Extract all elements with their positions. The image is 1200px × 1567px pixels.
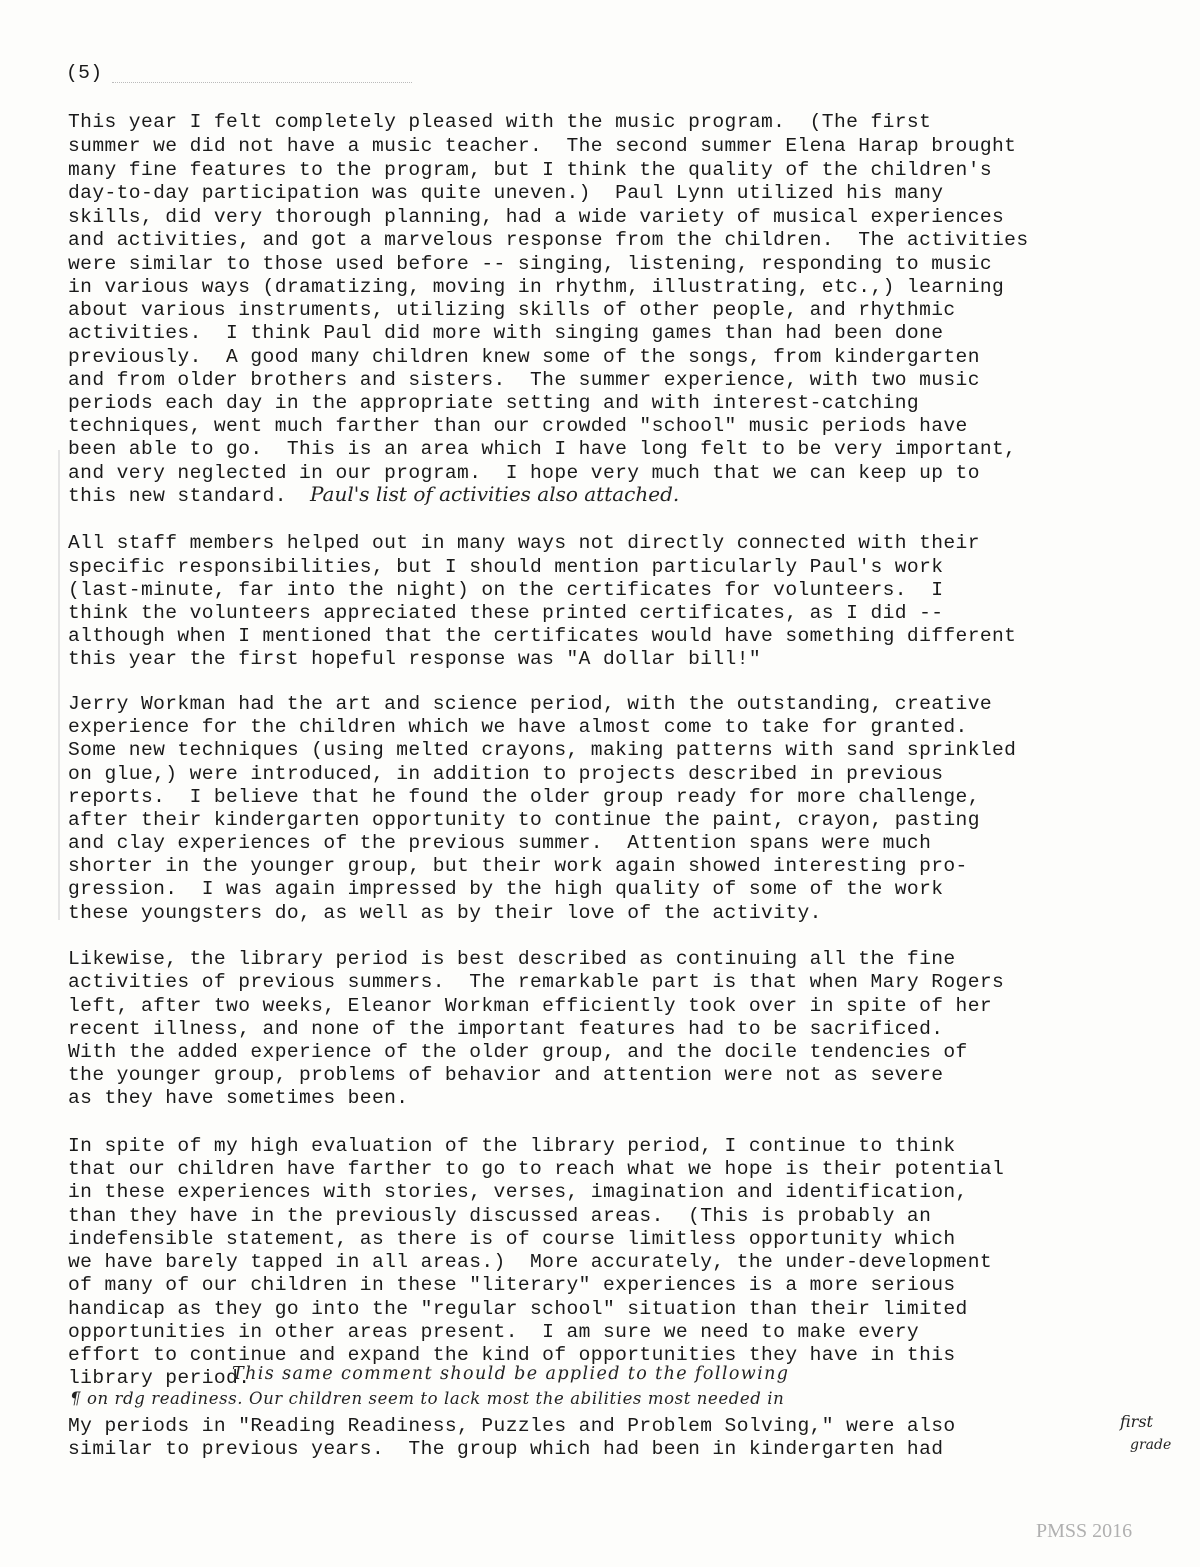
text-line: this year the first hopeful response was "A dollar bill!" bbox=[68, 648, 762, 670]
text-line: techniques, went much farther than our crowded "school" music periods have bbox=[68, 415, 968, 437]
text-line: library period. bbox=[68, 1367, 251, 1389]
text-line: Some new techniques (using melted crayons, making patterns with sand sprinkled bbox=[68, 739, 1017, 761]
text-line: about various instruments, utilizing skills of other people, and rhythmic bbox=[68, 299, 956, 321]
text-line: many fine features to the program, but I think the quality of the children's bbox=[68, 159, 993, 181]
text-line: and from older brothers and sisters. The summer experience, with two music bbox=[68, 369, 980, 391]
text-line: were similar to those used before -- singing, listening, responding to music bbox=[68, 253, 993, 275]
text-line: although when I mentioned that the certificates would have something different bbox=[68, 625, 1017, 647]
text-line: been able to go. This is an area which I have long felt to be very important, bbox=[68, 438, 1017, 460]
text-line: the younger group, problems of behavior and attention were not as severe bbox=[68, 1064, 944, 1086]
text-line: activities. I think Paul did more with singing games than had been done bbox=[68, 322, 944, 344]
text-line: think the volunteers appreciated these printed certificates, as I did -- bbox=[68, 602, 944, 624]
text-line: gression. I was again impressed by the high quality of some of the work bbox=[68, 878, 944, 900]
text-line: activities of previous summers. The remarkable part is that when Mary Rogers bbox=[68, 971, 1005, 993]
text-line: Likewise, the library period is best described as continuing all the fine bbox=[68, 948, 956, 970]
text-line: in various ways (dramatizing, moving in rhythm, illustrating, etc.,) learning bbox=[68, 276, 1005, 298]
text-line: in these experiences with stories, verses, imagination and identification, bbox=[68, 1181, 968, 1203]
text-line: effort to continue and expand the kind of opportunities they have in this bbox=[68, 1344, 956, 1366]
header-smudge bbox=[112, 74, 412, 83]
text-line: All staff members helped out in many ways not directly connected with their bbox=[68, 532, 980, 554]
handwritten-note: first bbox=[1120, 1412, 1153, 1431]
text-line: In spite of my high evaluation of the library period, I continue to think bbox=[68, 1135, 956, 1157]
text-line: of many of our children in these "literary" experiences is a more serious bbox=[68, 1274, 956, 1296]
text-line: and clay experiences of the previous summer. Attention spans were much bbox=[68, 832, 932, 854]
handwritten-note: ¶ on rdg readiness. Our children seem to lack most the abilities most needed in bbox=[70, 1389, 785, 1408]
text-line: day-to-day participation was quite uneven.) Paul Lynn utilized his many bbox=[68, 182, 944, 204]
text-line: Jerry Workman had the art and science period, with the outstanding, creative bbox=[68, 693, 993, 715]
text-line: and activities, and got a marvelous response from the children. The activities bbox=[68, 229, 1029, 251]
text-line: than they have in the previously discussed areas. (This is probably an bbox=[68, 1205, 932, 1227]
text-line: we have barely tapped in all areas.) More accurately, the under-development bbox=[68, 1251, 993, 1273]
watermark: PMSS 2016 bbox=[1036, 1520, 1133, 1542]
text-line: experience for the children which we have almost come to take for granted. bbox=[68, 716, 968, 738]
text-line: This year I felt completely pleased with the music program. (The first bbox=[68, 111, 932, 133]
handwritten-note: This same comment should be applied to the following bbox=[232, 1364, 790, 1384]
text-line: on glue,) were introduced, in addition to projects described in previous bbox=[68, 763, 944, 785]
text-line: With the added experience of the older group, and the docile tendencies of bbox=[68, 1041, 968, 1063]
text-line: that our children have farther to go to reach what we hope is their potential bbox=[68, 1158, 1005, 1180]
text-line: specific responsibilities, but I should mention particularly Paul's work bbox=[68, 556, 944, 578]
text-line: after their kindergarten opportunity to continue the paint, crayon, pasting bbox=[68, 809, 980, 831]
handwritten-note: grade bbox=[1130, 1437, 1172, 1453]
text-line: opportunities in other areas present. I am sure we need to make every bbox=[68, 1321, 920, 1343]
text-line: shorter in the younger group, but their work again showed interesting pro- bbox=[68, 855, 968, 877]
text-line: left, after two weeks, Eleanor Workman efficiently took over in spite of her bbox=[68, 995, 993, 1017]
text-line: as they have sometimes been. bbox=[68, 1087, 409, 1109]
text-line: previously. A good many children knew some of the songs, from kindergarten bbox=[68, 346, 980, 368]
text-line: this new standard. bbox=[68, 485, 287, 507]
page-number: (5) bbox=[66, 62, 103, 84]
text-line: indefensible statement, as there is of course limitless opportunity which bbox=[68, 1228, 956, 1250]
text-line: similar to previous years. The group which had been in kindergarten had bbox=[68, 1438, 944, 1460]
text-line: these youngsters do, as well as by their love of the activity. bbox=[68, 902, 822, 924]
text-line: (last-minute, far into the night) on the certificates for volunteers. I bbox=[68, 579, 944, 601]
text-line: and very neglected in our program. I hope very much that we can keep up to bbox=[68, 462, 980, 484]
text-line: handicap as they go into the "regular school" situation than their limited bbox=[68, 1298, 968, 1320]
text-line: recent illness, and none of the important features had to be sacrificed. bbox=[68, 1018, 944, 1040]
text-line: summer we did not have a music teacher. The second summer Elena Harap brought bbox=[68, 135, 1017, 157]
handwritten-note: Paul's list of activities also attached. bbox=[310, 482, 680, 506]
text-line: My periods in "Reading Readiness, Puzzles and Problem Solving," were also bbox=[68, 1415, 956, 1437]
text-line: periods each day in the appropriate setting and with interest-catching bbox=[68, 392, 920, 414]
text-line: reports. I believe that he found the older group ready for more challenge, bbox=[68, 786, 980, 808]
text-line: skills, did very thorough planning, had a wide variety of musical experiences bbox=[68, 206, 1005, 228]
